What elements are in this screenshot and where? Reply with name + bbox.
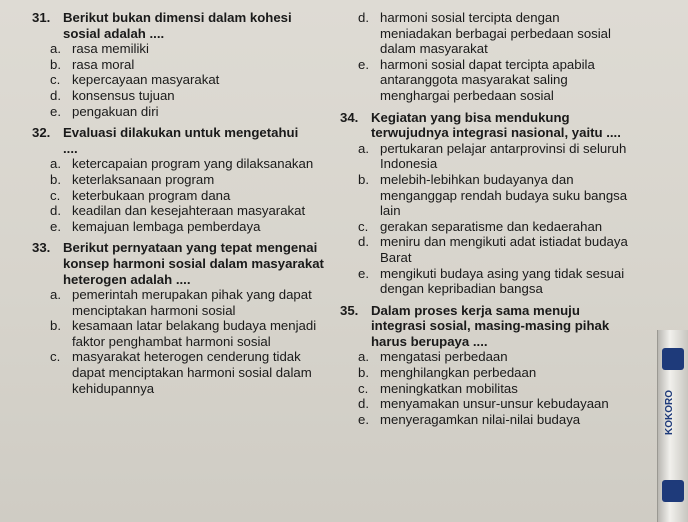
option-b: b. melebih-lebihkan budayanya dan menganggap rendah budaya suku bangsa lain (358, 171, 628, 219)
option-d: d. harmoni sosial tercipta dengan meniadakan berbagai perbedaan sosial dalam masyarakat (358, 10, 611, 57)
question-number: 35. (340, 302, 359, 318)
pen-band-icon (662, 348, 684, 370)
question-stem: Berikut pernyataan yang tepat mengenai konsep harmoni sosial dalam masyarakat heterogen adalah .... (63, 240, 324, 287)
option-c: c. kepercayaan masyarakat (50, 72, 220, 88)
option-d: d. menyamakan unsur-unsur kebudayaan (358, 396, 609, 412)
option-c: c. masyarakat heterogen cenderung tidak dapat menciptakan harmoni sosial dalam kehidupannya (50, 349, 312, 396)
question-dots: .... (63, 140, 78, 156)
question-33-continued (340, 10, 630, 104)
question-33 (32, 240, 332, 396)
option-e: e. menyeragamkan nilai-nilai budaya (358, 411, 581, 427)
left-column (32, 10, 332, 396)
question-number: 32. (32, 125, 51, 141)
option-e: e. harmoni sosial dapat tercipta apabila antaranggota masyarakat saling menghargai perbedaan sosial (358, 56, 595, 103)
option-b: b. kesamaan latar belakang budaya menjadi faktor penghambat harmoni sosial (50, 318, 317, 349)
question-number: 34. (340, 109, 359, 125)
question-stem: Evaluasi dilakukan untuk mengetahui (63, 125, 299, 141)
option-a: a. mengatasi perbedaan (358, 349, 508, 365)
option-b: b. menghilangkan perbedaan (358, 365, 537, 381)
option-e: e. kemajuan lembaga pemberdaya (50, 218, 261, 234)
question-stem: Berikut bukan dimensi dalam kohesi sosial adalah .... (63, 10, 292, 41)
option-b: b. keterlaksanaan program (50, 171, 215, 187)
question-stem: Dalam proses kerja sama menuju integrasi sosial, masing-masing pihak harus berupaya .... (371, 302, 610, 349)
option-b: b. rasa moral (50, 56, 135, 72)
question-34 (340, 110, 630, 297)
option-c: c. gerakan separatisme dan kedaerahan (358, 218, 603, 234)
pen-label: KOKORO (664, 390, 675, 435)
option-c: c. keterbukaan program dana (50, 187, 231, 203)
option-a: a. pemerintah merupakan pihak yang dapat menciptakan harmoni sosial (50, 287, 312, 318)
pen-band-icon (662, 480, 684, 502)
option-c: c. meningkatkan mobilitas (358, 380, 518, 396)
option-a: a. rasa memiliki (50, 41, 149, 57)
question-stem: Kegiatan yang bisa mendukung terwujudnya integrasi nasional, yaitu .... (371, 109, 621, 141)
question-number: 33. (32, 240, 51, 256)
right-column (340, 10, 630, 427)
option-d: d. meniru dan mengikuti adat istiadat budaya Barat (358, 234, 628, 265)
option-d: d. keadilan dan kesejahteraan masyarakat (50, 203, 306, 219)
question-31 (32, 10, 332, 119)
option-e: e. pengakuan diri (50, 103, 159, 119)
question-32 (32, 125, 332, 234)
option-d: d. konsensus tujuan (50, 87, 175, 103)
option-a: a. ketercapaian program yang dilaksanakan (50, 156, 314, 172)
pen (657, 330, 688, 522)
question-35 (340, 303, 630, 428)
option-a: a. pertukaran pelajar antarprovinsi di seluruh Indonesia (358, 140, 627, 172)
option-e: e. mengikuti budaya asing yang tidak sesuai dengan kepribadian bangsa (358, 265, 625, 297)
question-number: 31. (32, 10, 51, 25)
